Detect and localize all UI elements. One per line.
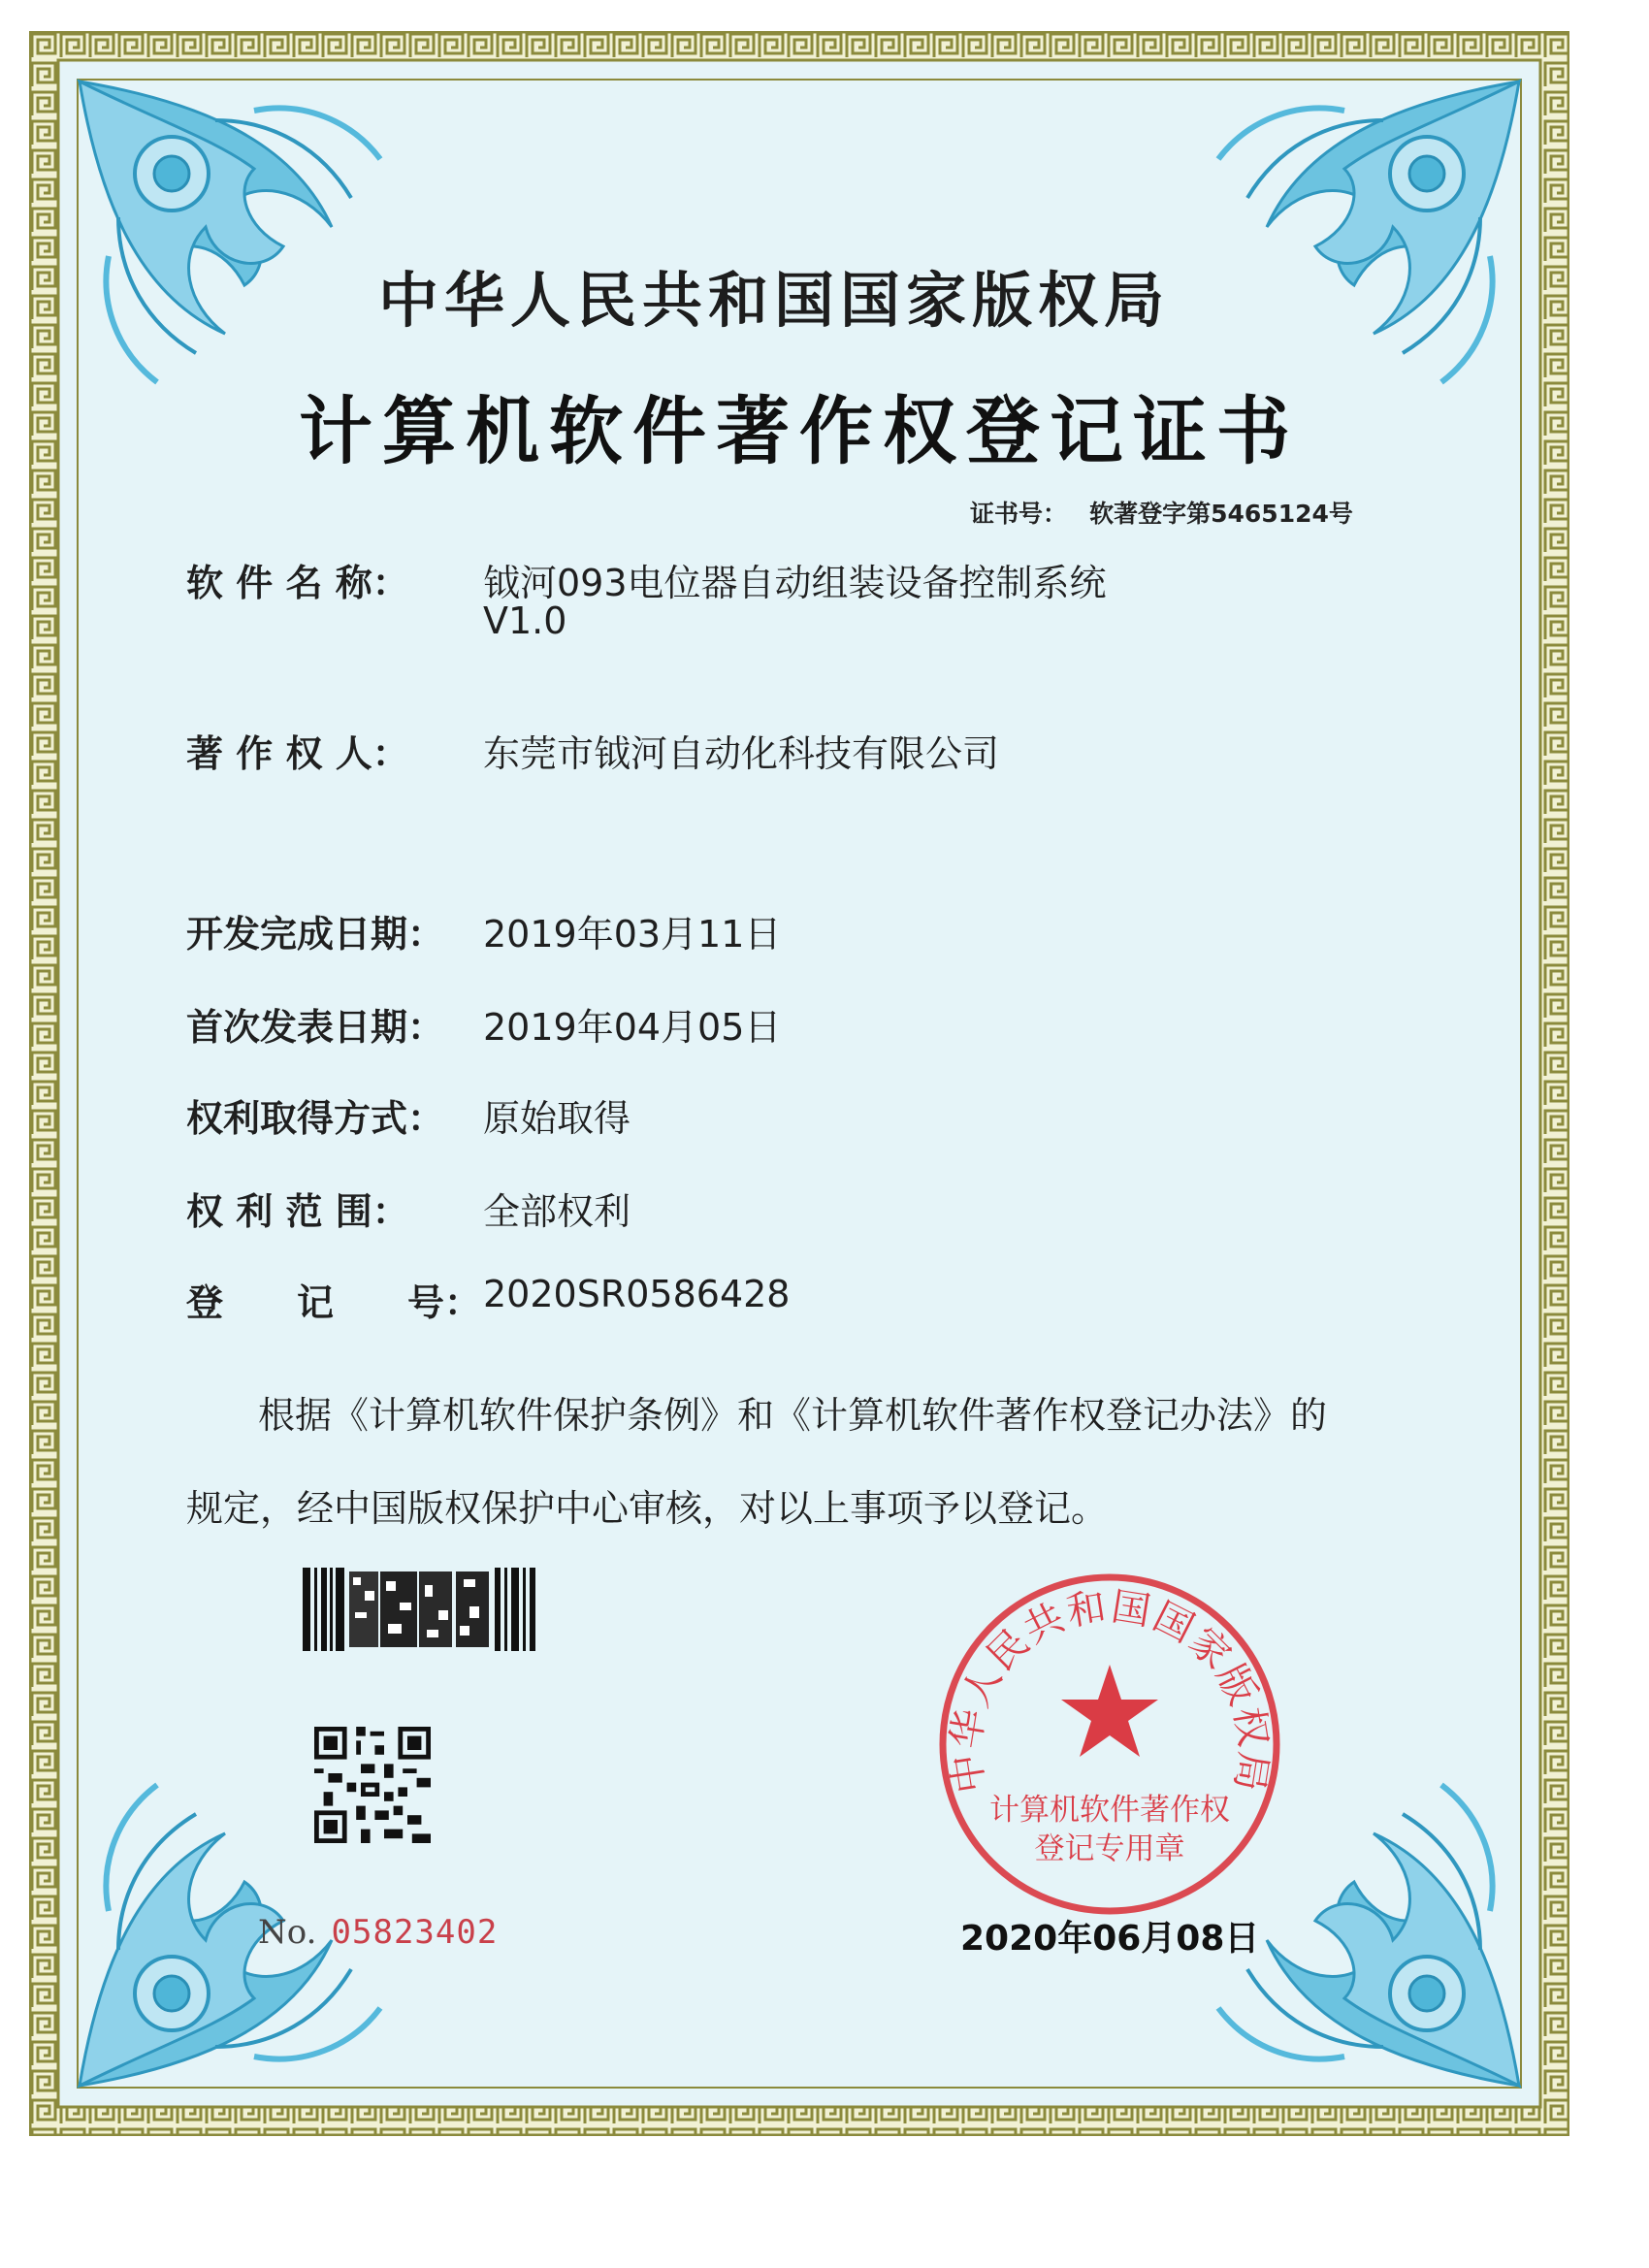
pub-date-value: 2019年04月05日 (483, 1006, 782, 1049)
statement-line-2: 规定，经中国版权保护中心审核，对以上事项予以登记。 (186, 1487, 1109, 1530)
qr-code-icon (314, 1727, 431, 1843)
dev-date-label: 开发完成日期： (186, 913, 445, 956)
reg-no-value: 2020SR0586428 (483, 1273, 791, 1315)
scope-label: 权 利 范 围： (186, 1190, 409, 1233)
seal-line-1: 计算机软件著作权 (989, 1793, 1230, 1828)
serial-number-label: No. (258, 1913, 317, 1952)
pub-date-label: 首次发表日期： (186, 1006, 445, 1049)
statement-line-1: 根据《计算机软件保护条例》和《计算机软件著作权登记办法》的 (258, 1394, 1328, 1437)
dev-date-value: 2019年03月11日 (483, 913, 782, 956)
issue-date: 2020年06月08日 (960, 1919, 1260, 1959)
seal-star-icon (1061, 1665, 1158, 1757)
software-name-value: 钺河093电位器自动组装设备控制系统 (483, 562, 1107, 604)
authority-heading: 中华人民共和国国家版权局 (378, 265, 1171, 336)
owner-label: 著 作 权 人： (186, 732, 409, 775)
barcode-icon (303, 1568, 539, 1651)
official-seal (935, 1570, 1284, 1919)
serial-number (258, 1913, 498, 1952)
certificate-number-label: 证书号： (970, 500, 1068, 528)
seal-arc-text: 中华人民共和国国家版权局 (943, 1584, 1277, 1797)
acquisition-label: 权利取得方式： (186, 1097, 445, 1140)
software-name-label: 软 件 名 称： (186, 562, 409, 604)
software-version-value: V1.0 (483, 599, 567, 642)
reg-no-label: 登 记 号： (186, 1281, 482, 1324)
certificate-title: 计算机软件著作权登记证书 (299, 388, 1300, 474)
certificate (29, 31, 1569, 2136)
decorative-border (29, 31, 1569, 2136)
seal-line-2: 登记专用章 (1034, 1831, 1185, 1866)
scope-value: 全部权利 (483, 1190, 631, 1233)
serial-number-value: 05823402 (331, 1913, 499, 1952)
certificate-number-value: 软著登字第5465124号 (1089, 500, 1353, 528)
acquisition-value: 原始取得 (483, 1097, 631, 1140)
owner-value: 东莞市钺河自动化科技有限公司 (483, 732, 1000, 775)
certificate-number (970, 495, 1353, 530)
